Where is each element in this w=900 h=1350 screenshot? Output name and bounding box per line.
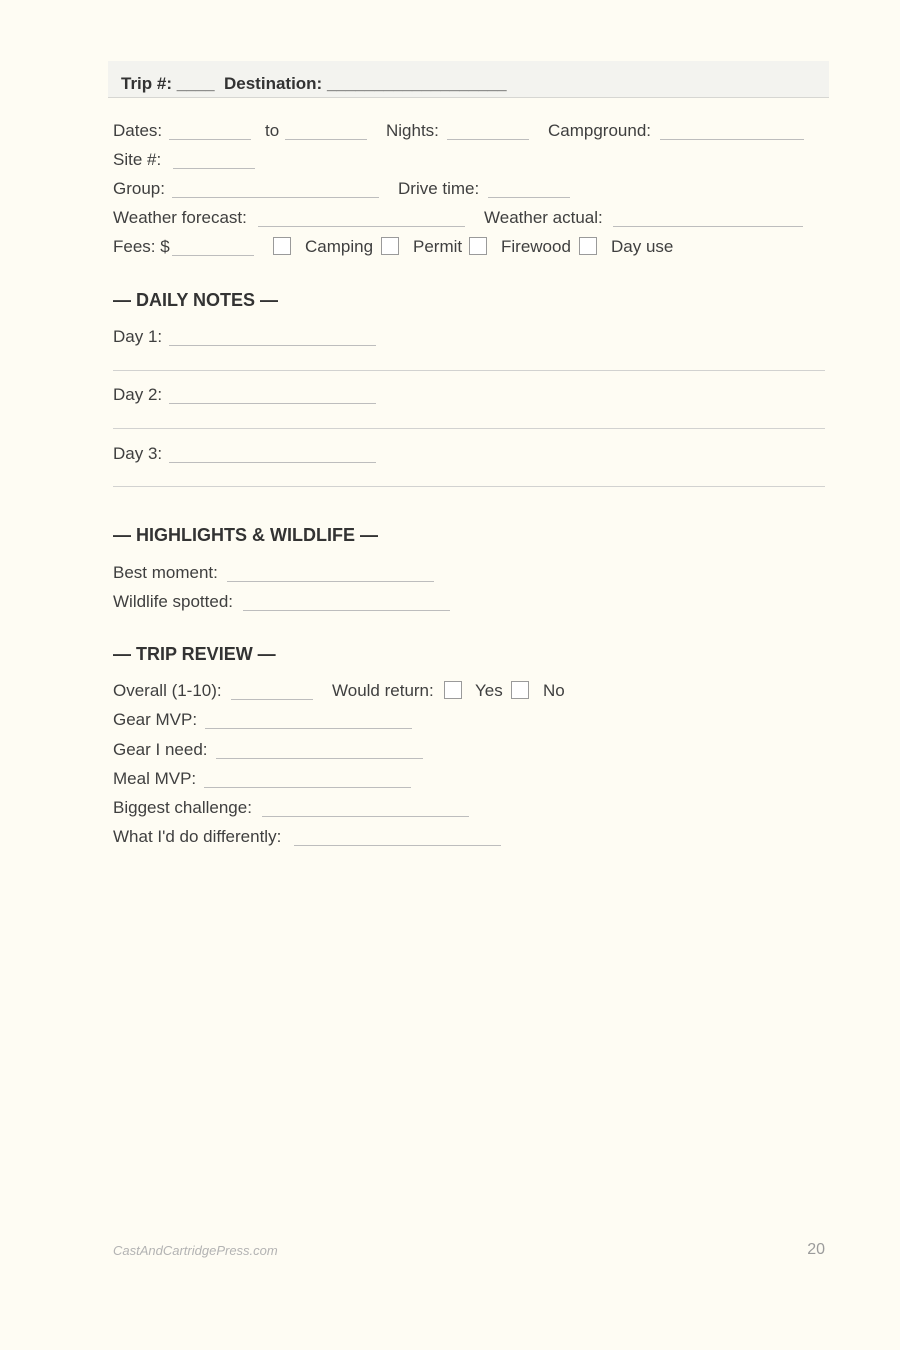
permit-checkbox[interactable] [381, 237, 399, 255]
trip-header: Trip #: ____ Destination: ___________________ [108, 61, 829, 98]
day-1-field[interactable] [169, 345, 376, 346]
page-number: 20 [807, 1241, 825, 1258]
wildlife-field[interactable] [243, 610, 450, 611]
challenge-field[interactable] [262, 816, 469, 817]
gear-need-label: Gear I need: [113, 740, 208, 759]
return-no-checkbox[interactable] [511, 681, 529, 699]
dates-label: Dates: [113, 121, 163, 140]
firewood-label: Firewood [501, 237, 571, 256]
site-label: Site #: [113, 150, 162, 169]
group-field[interactable] [172, 197, 379, 198]
drive-time-field[interactable] [488, 197, 570, 198]
day-1-divider [113, 370, 825, 371]
day-3-label: Day 3: [113, 444, 163, 463]
campground-label: Campground: [548, 121, 652, 140]
best-moment-label: Best moment: [113, 563, 218, 582]
return-yes-label: Yes [475, 681, 503, 700]
weather-forecast-label: Weather forecast: [113, 208, 247, 227]
dates-end-field[interactable] [285, 139, 367, 140]
nights-label: Nights: [386, 121, 439, 140]
wildlife-label: Wildlife spotted: [113, 592, 233, 611]
would-return-label: Would return: [332, 681, 434, 700]
weather-forecast-field[interactable] [258, 226, 465, 227]
publisher-footer: CastAndCartridgePress.com [113, 1243, 278, 1258]
firewood-checkbox[interactable] [469, 237, 487, 255]
meal-mvp-label: Meal MVP: [113, 769, 197, 788]
gear-mvp-field[interactable] [205, 728, 412, 729]
weather-actual-field[interactable] [613, 226, 803, 227]
weather-actual-label: Weather actual: [484, 208, 603, 227]
best-moment-field[interactable] [227, 581, 434, 582]
overall-field[interactable] [231, 699, 313, 700]
challenge-label: Biggest challenge: [113, 798, 252, 817]
to-label: to [265, 121, 280, 140]
dates-start-field[interactable] [169, 139, 251, 140]
group-label: Group: [113, 179, 165, 198]
day-3-divider [113, 486, 825, 487]
day-2-divider [113, 428, 825, 429]
differently-label: What I'd do differently: [113, 827, 282, 846]
day-2-label: Day 2: [113, 385, 163, 404]
day-use-checkbox[interactable] [579, 237, 597, 255]
highlights-title: — HIGHLIGHTS & WILDLIFE — [113, 525, 378, 545]
site-field[interactable] [173, 168, 255, 169]
day-3-field[interactable] [169, 462, 376, 463]
meal-mvp-field[interactable] [204, 787, 411, 788]
nights-field[interactable] [447, 139, 529, 140]
overall-label: Overall (1-10): [113, 681, 222, 700]
differently-field[interactable] [294, 845, 501, 846]
return-no-label: No [543, 681, 565, 700]
gear-need-field[interactable] [216, 758, 423, 759]
campground-field[interactable] [660, 139, 804, 140]
day-use-label: Day use [611, 237, 674, 256]
drive-time-label: Drive time: [398, 179, 480, 198]
day-2-field[interactable] [169, 403, 376, 404]
permit-label: Permit [413, 237, 463, 256]
return-yes-checkbox[interactable] [444, 681, 462, 699]
camping-checkbox[interactable] [273, 237, 291, 255]
daily-notes-title: — DAILY NOTES — [113, 290, 279, 310]
trip-review-title: — TRIP REVIEW — [113, 644, 276, 664]
day-1-label: Day 1: [113, 327, 163, 346]
fees-label: Fees: $ [113, 237, 170, 256]
gear-mvp-label: Gear MVP: [113, 710, 198, 729]
camping-label: Camping [305, 237, 374, 256]
fees-amount-field[interactable] [172, 255, 254, 256]
